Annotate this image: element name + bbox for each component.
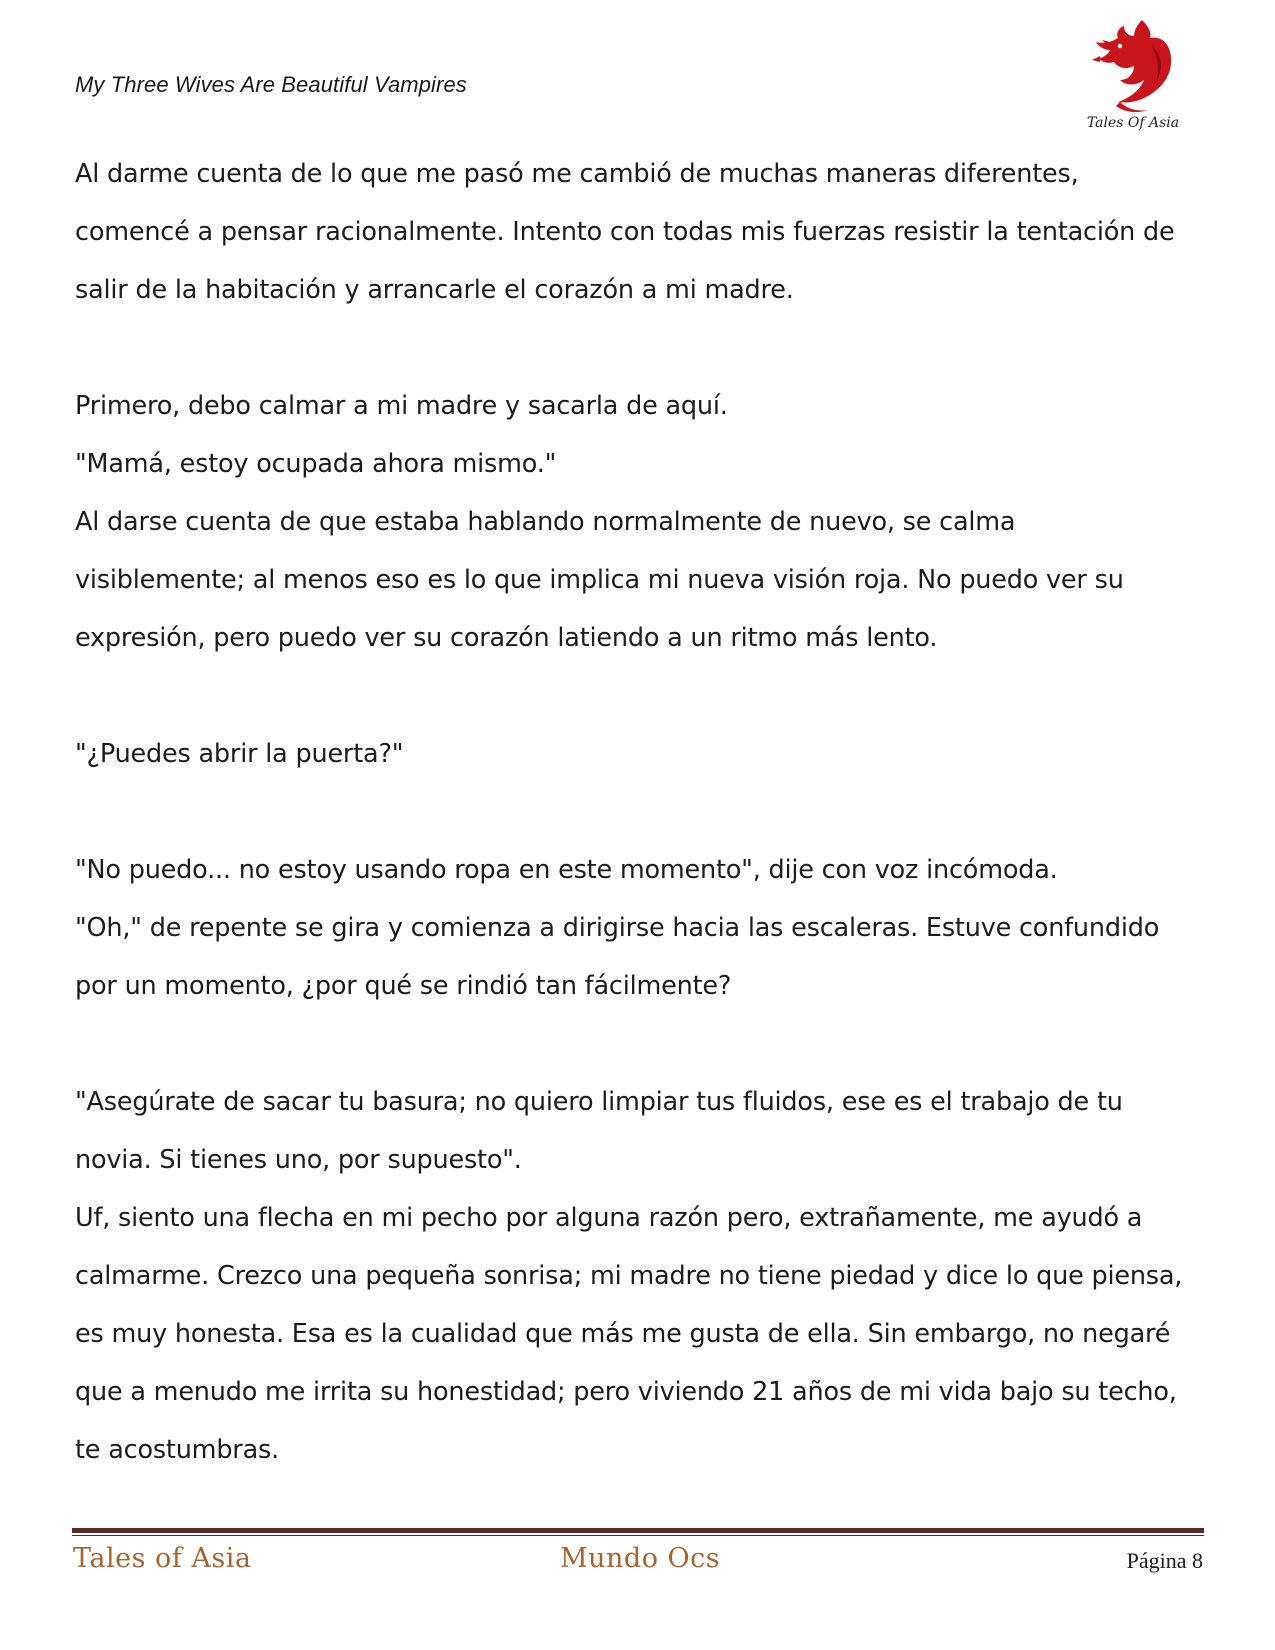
footer-divider (72, 1528, 1204, 1533)
paragraph: Uf, siento una flecha en mi pecho por alguna razón pero, extrañamente, me ayudó a calmarme. Crezco una pequeña sonrisa; mi madre no tiene piedad y dice lo que piensa, es muy honesta. Esa es la cualidad que más me gusta de ella. Sin embargo, no negaré que a menudo me irrita su honestidad; pero viviendo 21 años de mi vida bajo su techo, te acostumbras. (75, 1203, 1183, 1465)
document-body (75, 145, 1205, 1479)
logo-text: Tales Of Asia (1086, 115, 1180, 131)
paragraph: "Mamá, estoy ocupada ahora mismo." (75, 449, 557, 479)
paragraph-gap (75, 319, 1205, 377)
paragraph: "Asegúrate de sacar tu basura; no quiero limpiar tus fluidos, ese es el trabajo de tu novia. Si tienes uno, por supuesto". (75, 1087, 1123, 1175)
paragraph-gap (75, 667, 1205, 725)
footer-divider-thin (72, 1535, 1204, 1536)
footer-site: Mundo Ocs (560, 1543, 721, 1574)
paragraph-gap (75, 783, 1205, 841)
page-number: Página 8 (1126, 1548, 1203, 1573)
red-dragon-icon (1090, 16, 1176, 116)
footer-publisher: Tales of Asia (73, 1543, 252, 1574)
publisher-logo (1078, 16, 1188, 138)
paragraph: "¿Puedes abrir la puerta?" (75, 739, 404, 769)
paragraph: Al darse cuenta de que estaba hablando normalmente de nuevo, se calma visiblemente; al menos eso es lo que implica mi nueva visión roja. No puedo ver su expresión, pero puedo ver su corazón latiendo a un ritmo más lento. (75, 507, 1124, 653)
paragraph: Al darme cuenta de lo que me pasó me cambió de muchas maneras diferentes, comencé a pensar racionalmente. Intento con todas mis fuerzas resistir la tentación de salir de la habitación y arrancarle el corazón a mi madre. (75, 159, 1175, 305)
header-book-title: My Three Wives Are Beautiful Vampires (75, 72, 467, 97)
paragraph: "No puedo... no estoy usando ropa en este momento", dije con voz incómoda. (75, 855, 1058, 885)
paragraph: Primero, debo calmar a mi madre y sacarla de aquí. (75, 391, 728, 421)
paragraph: "Oh," de repente se gira y comienza a dirigirse hacia las escaleras. Estuve confundido por un momento, ¿por qué se rindió tan fácilmente? (75, 913, 1160, 1001)
paragraph-gap (75, 1015, 1205, 1073)
